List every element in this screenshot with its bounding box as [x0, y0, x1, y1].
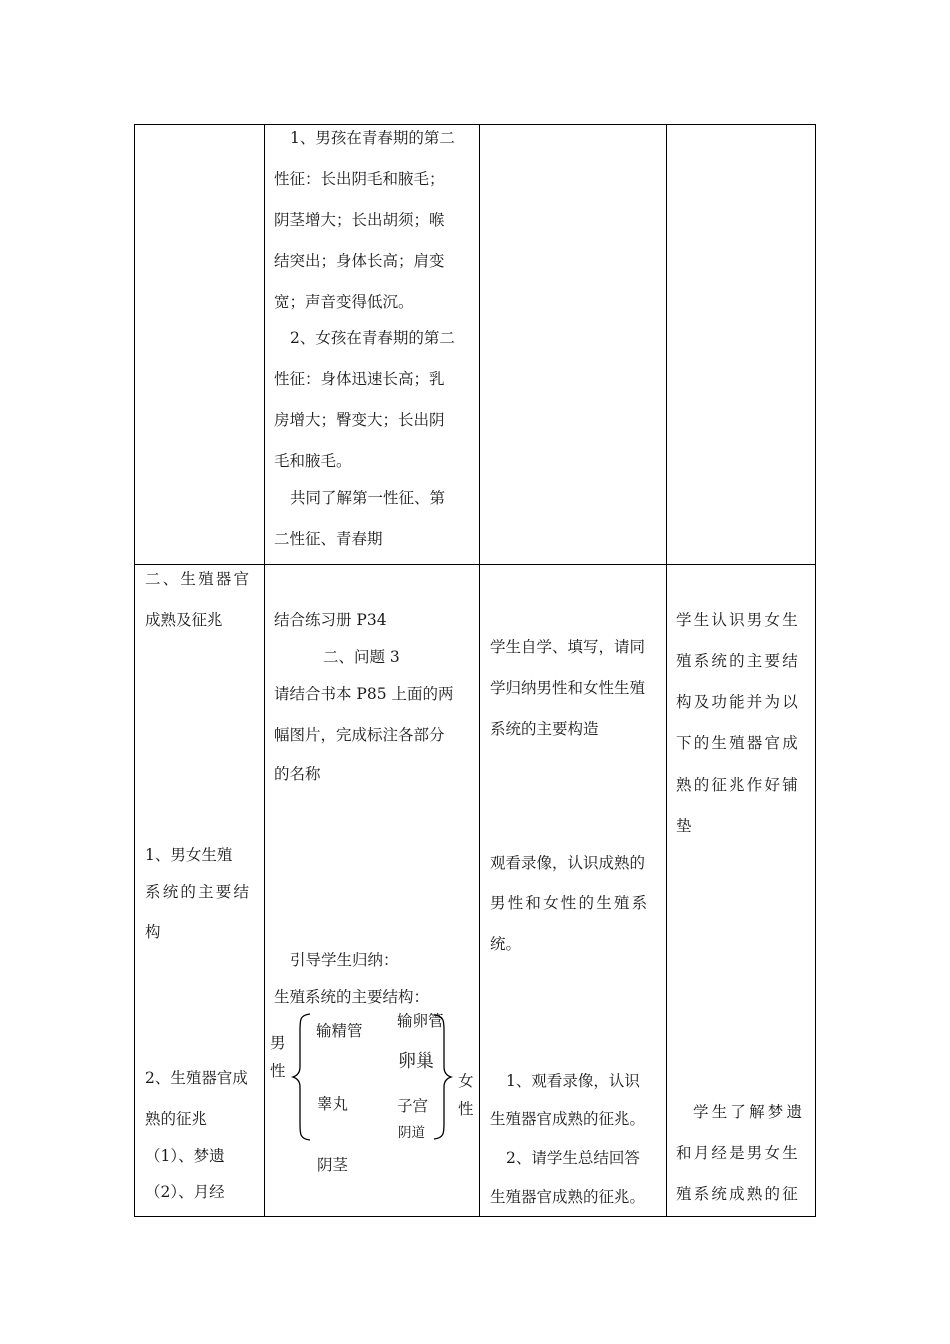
student-activity-line: 生殖器官成熟的征兆。 — [490, 1110, 646, 1128]
instruction-line: 的名称 — [274, 765, 321, 783]
student-activity-line: 统。 — [490, 935, 522, 953]
section-heading: 成熟及征兆 — [145, 611, 223, 629]
female-traits-line: 2、女孩在青春期的第二 — [290, 329, 455, 347]
structure-topic: 系统的主要结 — [145, 883, 252, 901]
student-activity-line: 系统的主要构造 — [490, 720, 599, 738]
student-activity-line: 2、请学生总结回答 — [506, 1149, 640, 1167]
common-understanding-line: 二性征、青春期 — [274, 530, 383, 548]
male-traits-line: 1、男孩在青春期的第二 — [290, 129, 455, 147]
signs-subitem: （2）、月经 — [145, 1183, 225, 1201]
question-label: 二、问题 3 — [323, 648, 400, 666]
design-intent-line: 构及功能并为以 — [676, 693, 800, 711]
design-intent-line: 下的生殖器官成 — [676, 734, 800, 752]
column-divider-3 — [666, 124, 667, 1217]
column-divider-1 — [264, 124, 265, 1217]
student-activity-line: 学生自学、填写，请同 — [490, 638, 646, 656]
female-label: 性 — [458, 1100, 474, 1118]
female-traits-line: 毛和腋毛。 — [274, 452, 352, 470]
female-structure-item: 卵巢 — [398, 1051, 434, 1072]
instruction-line: 幅图片，完成标注各部分 — [274, 726, 445, 744]
male-traits-line: 阴茎增大；长出胡须；喉 — [274, 211, 445, 229]
male-structure-item: 阴茎 — [317, 1156, 349, 1174]
male-label: 男 — [270, 1034, 286, 1052]
male-label: 性 — [270, 1062, 286, 1080]
signs-topic: 2、生殖器官成 — [145, 1069, 248, 1087]
design-intent-line: 熟的征兆作好铺 — [676, 776, 800, 794]
structure-topic: 1、男女生殖 — [145, 846, 233, 864]
design-intent-line: 和月经是男女生 — [676, 1144, 800, 1162]
design-intent-line: 学生认识男女生 — [676, 611, 800, 629]
design-intent-line: 殖系统成熟的征 — [676, 1185, 800, 1203]
table-top-border — [134, 124, 816, 125]
male-traits-line: 性征：长出阴毛和腋毛； — [274, 170, 445, 188]
student-activity-line: 1、观看录像，认识 — [506, 1072, 640, 1090]
row-divider — [134, 564, 816, 565]
section-heading: 二、生殖器官 — [145, 570, 252, 588]
female-structure-item: 子宫 — [397, 1097, 429, 1115]
male-structure-item: 输精管 — [316, 1022, 363, 1040]
student-activity-line: 男性和女性的生殖系 — [490, 894, 650, 912]
table-right-border — [815, 124, 816, 1217]
table-bottom-border — [134, 1216, 816, 1217]
design-intent-line: 殖系统的主要结 — [676, 652, 800, 670]
signs-subitem: （1）、梦遗 — [145, 1147, 225, 1165]
male-brace — [292, 1012, 312, 1142]
table-left-border — [134, 124, 135, 1217]
male-structure-item: 睾丸 — [317, 1095, 349, 1113]
male-traits-line: 宽；声音变得低沉。 — [274, 293, 414, 311]
female-structure-item: 输卵管 — [397, 1012, 444, 1030]
common-understanding-line: 共同了解第一性征、第 — [290, 489, 446, 507]
column-divider-2 — [479, 124, 480, 1217]
structure-topic: 构 — [145, 923, 161, 941]
design-intent-line: 学生了解梦遗 — [693, 1103, 806, 1121]
male-traits-line: 结突出；身体长高；肩变 — [274, 252, 445, 270]
design-intent-line: 垫 — [676, 817, 692, 835]
female-label: 女 — [458, 1072, 474, 1090]
student-activity-line: 观看录像，认识成熟的 — [490, 854, 646, 872]
female-traits-line: 房增大；臀变大；长出阴 — [274, 411, 445, 429]
female-brace — [432, 1013, 452, 1141]
structure-title: 生殖系统的主要结构： — [274, 988, 430, 1006]
female-structure-item: 阴道 — [398, 1125, 425, 1141]
guide-text: 引导学生归纳： — [290, 951, 399, 969]
student-activity-line: 生殖器官成熟的征兆。 — [490, 1188, 646, 1206]
signs-topic: 熟的征兆 — [145, 1110, 208, 1128]
instruction-line: 请结合书本 P85 上面的两 — [274, 685, 454, 703]
exercise-reference: 结合练习册 P34 — [274, 611, 387, 629]
student-activity-line: 学归纳男性和女性生殖 — [490, 679, 646, 697]
female-traits-line: 性征：身体迅速长高；乳 — [274, 370, 445, 388]
